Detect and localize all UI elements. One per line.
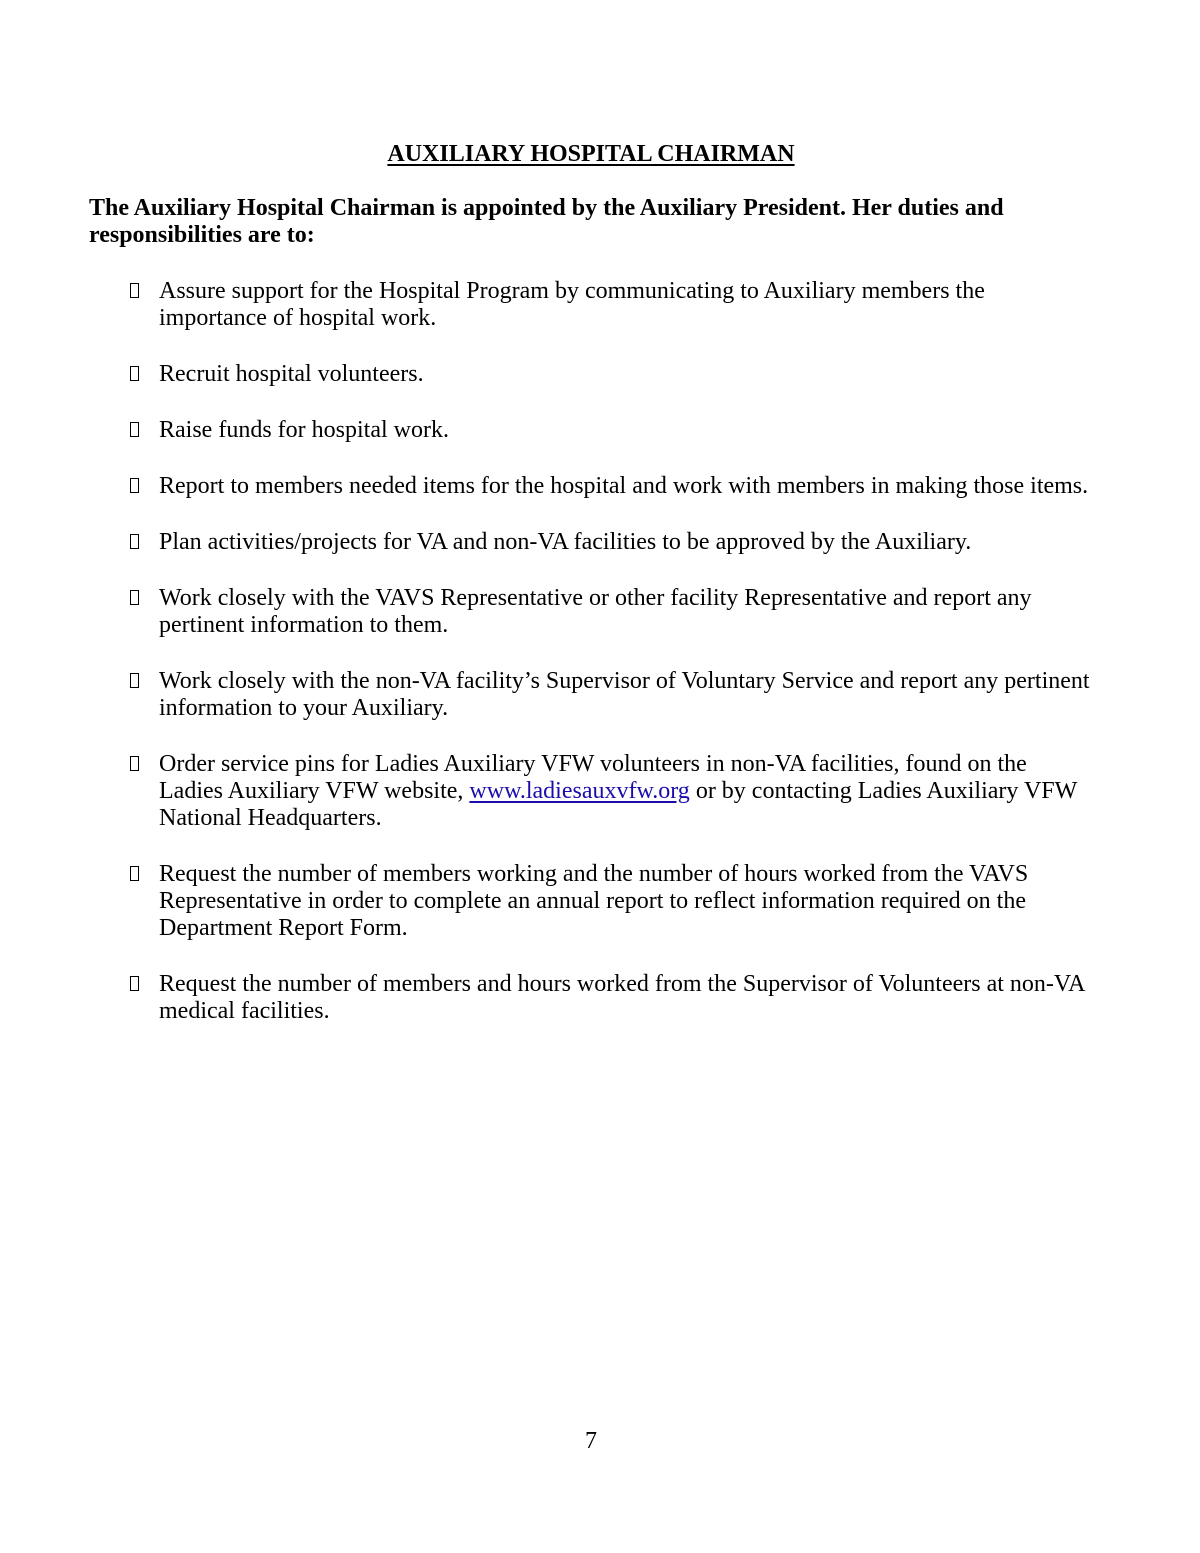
intro-paragraph: The Auxiliary Hospital Chairman is appointed by the Auxiliary President. Her duties and responsibilities are to:: [89, 195, 1004, 248]
list-item-text: Work closely with the non-VA facility’s Supervisor of Voluntary Service and report any pertinent information to your Auxiliary.: [159, 668, 1090, 721]
square-bullet-icon: [130, 590, 139, 605]
list-item-text: Work closely with the VAVS Representative or other facility Representative and report any pertinent information to them.: [159, 585, 1032, 638]
list-item-text-before-link: Order service pins for Ladies Auxiliary VFW volunteers in non-VA facilities, found on the Ladies Auxiliary VFW website,: [159, 751, 1027, 804]
square-bullet-icon: [130, 478, 139, 493]
list-item: [130, 585, 1090, 639]
list-item-text: Raise funds for hospital work.: [159, 417, 449, 443]
list-item-text: [159, 751, 1077, 831]
website-link[interactable]: www.ladiesauxvfw.org: [469, 778, 690, 804]
list-item: [130, 529, 1090, 556]
list-item: [130, 861, 1090, 942]
list-item-text: Assure support for the Hospital Program by communicating to Auxiliary members the importance of hospital work.: [159, 278, 985, 331]
square-bullet-icon: [130, 976, 139, 991]
list-item: [130, 668, 1090, 722]
square-bullet-icon: [130, 422, 139, 437]
list-item: [130, 361, 1090, 388]
list-item-text: Plan activities/projects for VA and non-VA facilities to be approved by the Auxiliary.: [159, 529, 972, 555]
list-item-text: Request the number of members working and the number of hours worked from the VAVS Representative in order to complete an annual report to reflect information required on the Department Report Form.: [159, 861, 1029, 941]
duties-list: [130, 278, 1090, 1054]
square-bullet-icon: [130, 756, 139, 771]
list-item-text: Recruit hospital volunteers.: [159, 361, 424, 387]
list-item-text: Request the number of members and hours worked from the Supervisor of Volunteers at non-VA medical facilities.: [159, 971, 1085, 1024]
list-item: [130, 278, 1090, 332]
square-bullet-icon: [130, 283, 139, 298]
list-item: [130, 473, 1090, 500]
page-title: AUXILIARY HOSPITAL CHAIRMAN: [387, 141, 795, 167]
square-bullet-icon: [130, 366, 139, 381]
list-item: [130, 417, 1090, 444]
square-bullet-icon: [130, 866, 139, 881]
list-item: [130, 751, 1090, 832]
list-item-text: Report to members needed items for the hospital and work with members in making those items.: [159, 473, 1089, 499]
list-item: [130, 971, 1090, 1025]
square-bullet-icon: [130, 534, 139, 549]
list-item-text-after-link: or by contacting Ladies Auxiliary VFW National Headquarters.: [159, 778, 1077, 831]
square-bullet-icon: [130, 673, 139, 688]
page-number: 7: [585, 1428, 597, 1454]
